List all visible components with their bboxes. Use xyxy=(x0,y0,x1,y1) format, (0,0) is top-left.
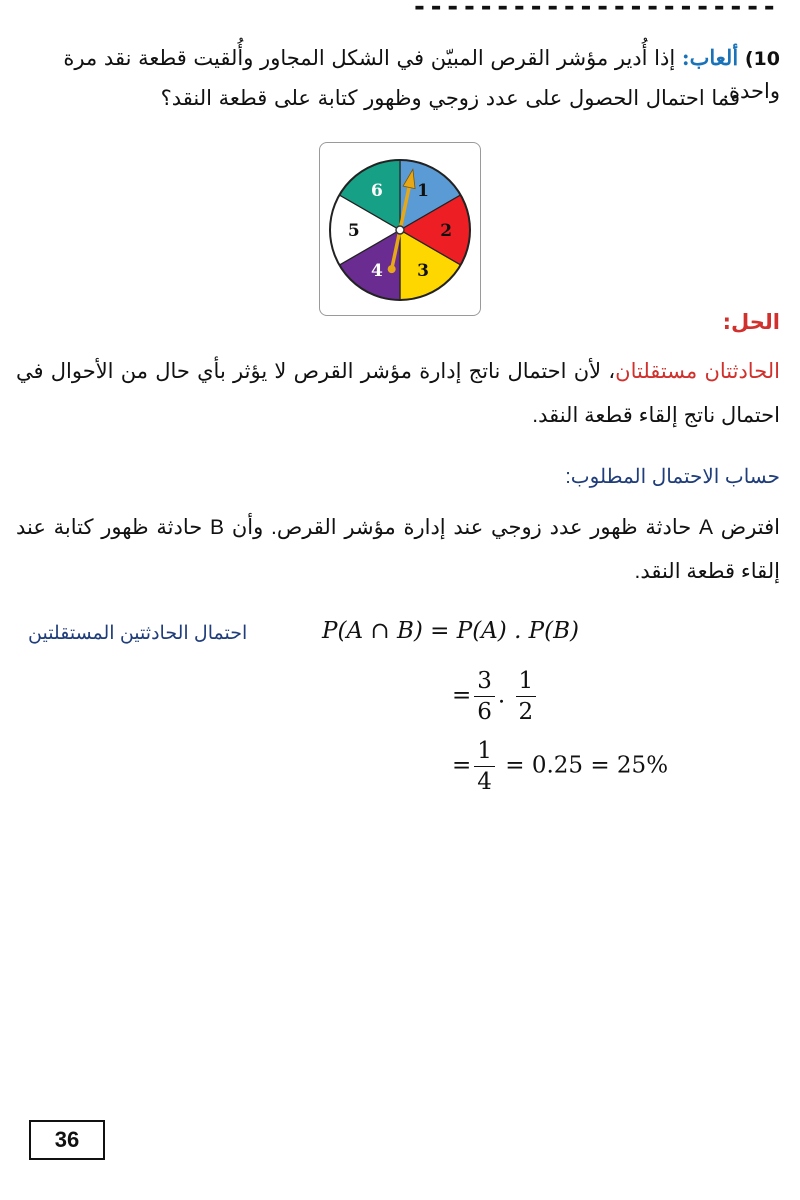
independent-events-note: احتمال الحادثتين المستقلتين xyxy=(28,623,248,644)
fraction-numerator: 1 xyxy=(474,736,495,767)
spinner-wheel xyxy=(320,143,480,315)
separator-dashes: ---------------------- xyxy=(411,0,778,22)
fraction-numerator: 3 xyxy=(474,666,495,697)
spinner-figure xyxy=(319,142,481,316)
question-line-2: فما احتمال الحصول على عدد زوجي وظهور كتابة على قطعة النقد؟ xyxy=(160,86,740,110)
formula-line-3: = $\frac{1}{4}$ = 0.25 = 25% xyxy=(452,738,669,795)
spinner-label-6: 6 xyxy=(370,180,383,201)
fraction-denominator: 2 xyxy=(518,699,534,725)
solution-paragraph-1 xyxy=(16,350,780,438)
solution-paragraph-2: افترض A حادثة ظهور عدد زوجي عند إدارة مؤشر القرص. وأن B حادثة ظهور كتابة عند إلقاء قطعة النقد. xyxy=(16,516,780,583)
spinner-label-5: 5 xyxy=(347,221,360,241)
page-number: 36 xyxy=(29,1120,105,1160)
fraction-1-4 xyxy=(474,736,495,797)
fraction-3-6 xyxy=(474,666,495,727)
formula-line-1 xyxy=(322,618,579,644)
fraction-1-2 xyxy=(516,666,537,727)
question-text-1: إذا أُدير مؤشر القرص المبيّن في الشكل المجاور وأُلقيت قطعة نقد مرة واحدة. xyxy=(63,46,780,103)
spinner-label-3: 3 xyxy=(417,261,430,282)
fraction-denominator: 4 xyxy=(477,769,492,795)
formula-product-rule: P(A ∩ B) = P(A) . P(B) xyxy=(322,618,580,644)
spinner-label-4: 4 xyxy=(370,261,383,282)
calculation-subheading: حساب الاحتمال المطلوب: xyxy=(565,466,780,488)
formula-line-2: = $\frac{3}{6}$ . $\frac{1}{2}$ xyxy=(452,666,539,727)
question-title: ألعاب: xyxy=(681,45,739,70)
question-number: 10) xyxy=(744,48,780,70)
fraction-denominator: 6 xyxy=(477,699,492,725)
independent-events-phrase: الحادثتان مستقلتان xyxy=(615,360,780,383)
spinner-label-1: 1 xyxy=(417,180,430,201)
spinner-label-2: 2 xyxy=(440,221,453,241)
solution-paragraph-1-rest: ، لأن احتمال ناتج إدارة مؤشر القرص لا يؤثر بأي حال من الأحوال في احتمال ناتج إلقاء قطعة النقد. xyxy=(16,360,780,427)
formula-result: = 0.25 = 25% xyxy=(505,752,669,779)
fraction-numerator: 1 xyxy=(516,666,537,697)
solution-heading: الحل: xyxy=(722,310,780,334)
